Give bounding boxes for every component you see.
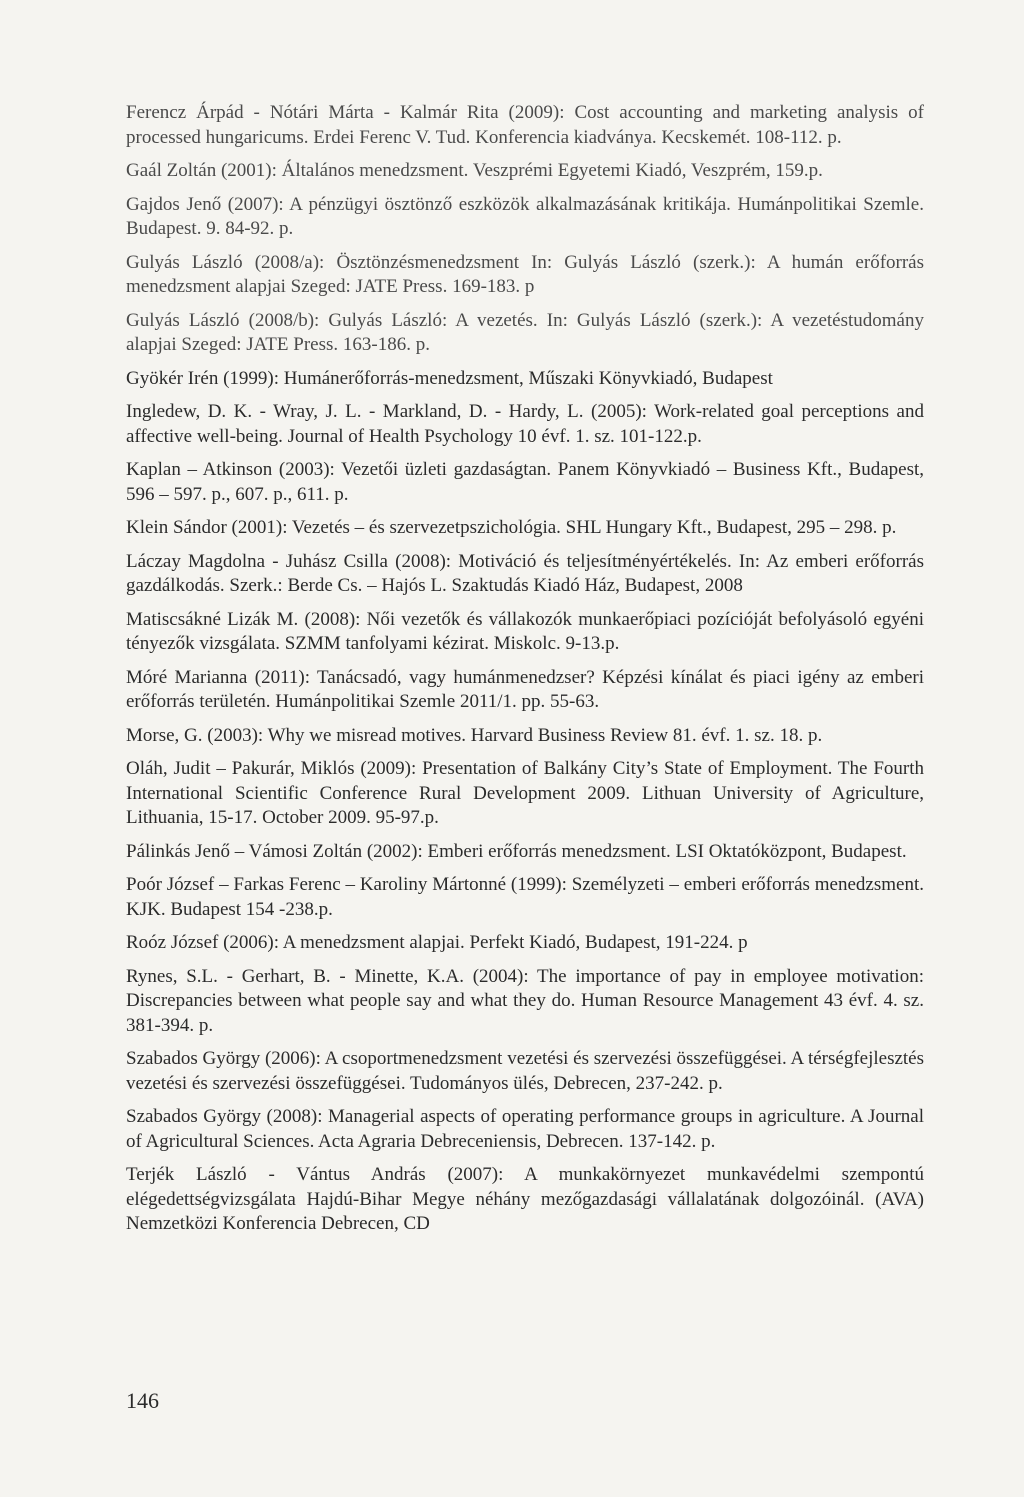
reference-item: Láczay Magdolna - Juhász Csilla (2008): Motiváció és teljesítményértékelés. In: Az emberi erőforrás gazdálkodás. Szerk.: Berde Cs. – Hajós L. Szaktudás Kiadó Ház, Budapest, 2008 — [126, 550, 924, 596]
reference-item: Oláh, Judit – Pakurár, Miklós (2009): Presentation of Balkány City’s State of Employment. The Fourth International Scientific Conference Rural Development 2009. Lithuan University of Agriculture, Lithuania, 15-17. October 2009. 95-97.p. — [126, 758, 924, 828]
reference-item: Roóz József (2006): A menedzsment alapjai. Perfekt Kiadó, Budapest, 191-224. p — [126, 932, 748, 953]
reference-item: Gulyás László (2008/a): Ösztönzésmenedzsment In: Gulyás László (szerk.): A humán erőforrás menedzsment alapjai Szeged: JATE Press. 169-183. p — [126, 251, 924, 297]
reference-item: Klein Sándor (2001): Vezetés – és szervezetpszichológia. SHL Hungary Kft., Budapest, 295 – 298. p. — [126, 517, 897, 538]
reference-item: Ferencz Árpád - Nótári Márta - Kalmár Rita (2009): Cost accounting and marketing analysis of processed hungaricums. Erdei Ferenc V. Tud. Konferencia kiadványa. Kecskemét. 108-112. p. — [126, 102, 924, 148]
reference-item: Szabados György (2008): Managerial aspects of operating performance groups in agriculture. A Journal of Agricultural Sciences. Acta Agraria Debreceniensis, Debrecen. 137-142. p. — [126, 1106, 924, 1152]
reference-item: Gajdos Jenő (2007): A pénzügyi ösztönző eszközök alkalmazásának kritikája. Humánpolitikai Szemle. Budapest. 9. 84-92. p. — [126, 193, 924, 239]
reference-item: Morse, G. (2003): Why we misread motives. Harvard Business Review 81. évf. 1. sz. 18. p. — [126, 724, 823, 746]
reference-item: Móré Marianna (2011): Tanácsadó, vagy humánmenedzser? Képzési kínálat és piaci igény az emberi erőforrás területén. Humánpolitikai Szemle 2011/1. pp. 55-63. — [126, 666, 924, 712]
reference-item: Pálinkás Jenő – Vámosi Zoltán (2002): Emberi erőforrás menedzsment. LSI Oktatóközpont, Budapest. — [126, 840, 907, 862]
reference-list — [126, 101, 924, 1246]
reference-item: Kaplan – Atkinson (2003): Vezetői üzleti gazdaságtan. Panem Könyvkiadó – Business Kft., Budapest, 596 – 597. p., 607. p., 611. p. — [126, 459, 924, 505]
reference-item: Rynes, S.L. - Gerhart, B. - Minette, K.A. (2004): The importance of pay in employee motivation: Discrepancies between what people say and what they do. Human Resource Management 43 évf. 4. sz. 381-394. p. — [126, 965, 924, 1036]
reference-item: Gulyás László (2008/b): Gulyás László: A vezetés. In: Gulyás László (szerk.): A vezetéstudomány alapjai Szeged: JATE Press. 163-186. p. — [126, 309, 924, 355]
reference-item: Terjék László - Vántus András (2007): A munkakörnyezet munkavédelmi szempontú elégedettségvizsgálata Hajdú-Bihar Megye néhány mezőgazdasági vállalatának dolgozóinál. (AVA) Nemzetközi Konferencia Debrecen, CD — [126, 1164, 924, 1234]
reference-item: Gaál Zoltán (2001): Általános menedzsment. Veszprémi Egyetemi Kiadó, Veszprém, 159.p. — [126, 160, 823, 181]
reference-item: Szabados György (2006): A csoportmenedzsment vezetési és szervezési összefüggései. A térségfejlesztés vezetési és szervezési összefüggései. Tudományos ülés, Debrecen, 237-242. p. — [126, 1048, 924, 1094]
reference-item: Poór József – Farkas Ferenc – Karoliny Mártonné (1999): Személyzeti – emberi erőforrás menedzsment. KJK. Budapest 154 -238.p. — [126, 874, 924, 920]
reference-item: Ingledew, D. K. - Wray, J. L. - Markland, D. - Hardy, L. (2005): Work-related goal perceptions and affective well-being. Journal of Health Psychology 10 évf. 1. sz. 101-122.p. — [126, 401, 924, 447]
reference-item: Gyökér Irén (1999): Humánerőforrás-menedzsment, Műszaki Könyvkiadó, Budapest — [126, 367, 773, 389]
page-number: 146 — [126, 1388, 159, 1413]
reference-item: Matiscsákné Lizák M. (2008): Női vezetők és vállakozók munkaerőpiaci pozícióját befolyásoló egyéni tényezők vizsgálata. SZMM tanfolyami kézirat. Miskolc. 9-13.p. — [126, 608, 924, 654]
